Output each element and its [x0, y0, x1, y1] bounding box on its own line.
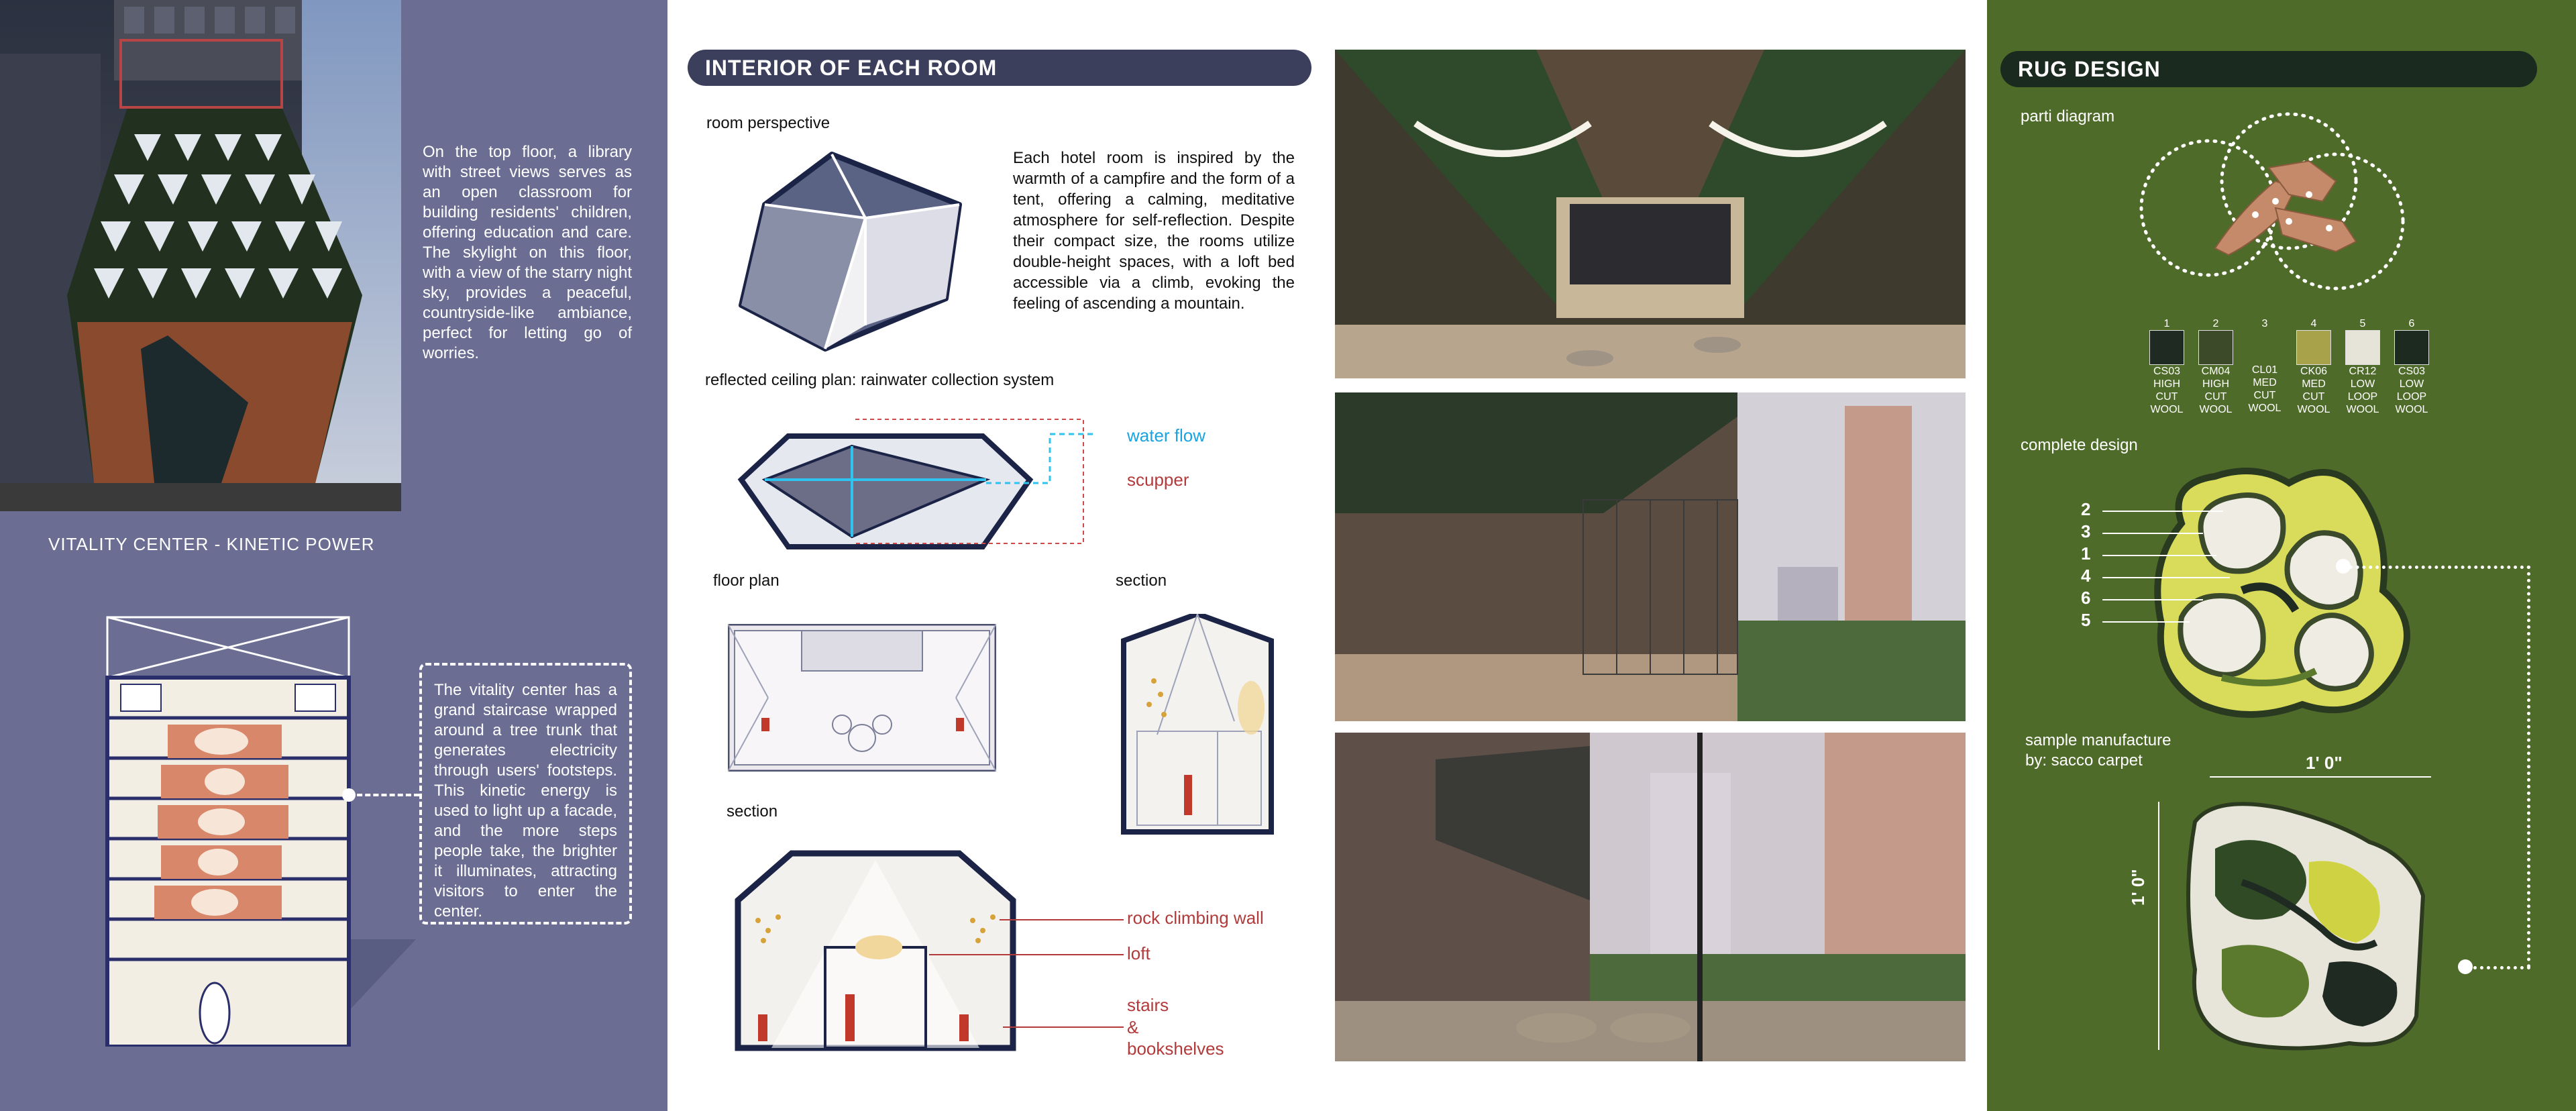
design-sample-connector-h2	[2467, 966, 2530, 969]
marker-2: 2	[2081, 499, 2091, 519]
swatch-material: WOOL	[2248, 403, 2282, 414]
room-perspective-label: room perspective	[706, 114, 830, 132]
swatch-4	[2295, 318, 2332, 416]
swatch-number: 5	[2359, 318, 2366, 329]
swatch-1	[2148, 318, 2186, 416]
callout-connector	[349, 794, 419, 796]
connector-dot	[2336, 559, 2351, 574]
callout-dot	[342, 788, 356, 802]
swatch-type: CUT	[2302, 391, 2325, 403]
ceiling-plan-drawing	[735, 392, 1097, 553]
swatch-chip	[2149, 330, 2184, 365]
swatch-code: CR12	[2349, 366, 2377, 377]
swatch-pile: MED	[2302, 378, 2326, 390]
sample-rug	[2175, 795, 2430, 1057]
marker-line	[2102, 577, 2230, 578]
marker-line	[2102, 621, 2190, 623]
room-render-2	[1335, 392, 1966, 721]
ceiling-plan-label: reflected ceiling plan: rainwater collection system	[705, 371, 1055, 389]
swatch-type: CUT	[2253, 390, 2276, 401]
sample-manufacture-label: sample manufacture	[2025, 731, 2171, 749]
swatch-pile: MED	[2253, 377, 2277, 388]
floor-plan-drawing	[728, 624, 996, 772]
middle-panel	[667, 0, 1987, 1111]
section-drawing-small	[1117, 614, 1278, 835]
design-sample-connector-h	[2343, 566, 2530, 569]
swatch-chip	[2345, 330, 2380, 365]
swatch-chip	[2198, 330, 2233, 365]
vitality-center-title: VITALITY CENTER - KINETIC POWER	[48, 534, 375, 554]
swatch-type: CUT	[2204, 391, 2227, 403]
swatch-type: CUT	[2155, 391, 2178, 403]
swatch-row	[2148, 318, 2430, 432]
marker-line	[2102, 555, 2216, 556]
stairs-leader	[1003, 1026, 1124, 1028]
swatch-pile: LOW	[2399, 378, 2424, 390]
swatch-code: CS03	[2153, 366, 2181, 377]
marker-4: 4	[2081, 566, 2091, 586]
swatch-3	[2246, 318, 2284, 415]
swatch-material: WOOL	[2199, 404, 2233, 415]
complete-design-label: complete design	[2021, 436, 2138, 454]
swatch-material: WOOL	[2150, 404, 2184, 415]
swatch-code: CL01	[2251, 364, 2278, 376]
interior-title-pill	[688, 50, 1311, 86]
dimension-line-v	[2158, 802, 2159, 1050]
swatch-number: 3	[2261, 318, 2268, 329]
swatch-material: WOOL	[2395, 404, 2428, 415]
swatch-material: WOOL	[2346, 404, 2379, 415]
swatch-2	[2197, 318, 2235, 416]
dimension-line-h	[2210, 776, 2431, 778]
dimension-horizontal: 1' 0"	[2306, 753, 2343, 773]
swatch-pile: LOW	[2350, 378, 2375, 390]
ampersand-label: &	[1127, 1017, 1139, 1037]
scupper-label: scupper	[1127, 470, 1189, 490]
design-sample-connector-v	[2527, 566, 2530, 968]
bookshelves-label: bookshelves	[1127, 1039, 1224, 1059]
rug-title: RUG DESIGN	[2018, 57, 2161, 81]
left-panel	[0, 0, 667, 1111]
marker-line	[2102, 511, 2223, 512]
swatch-code: CM04	[2201, 366, 2231, 377]
connector-dot	[2458, 959, 2473, 974]
right-panel	[1987, 0, 2576, 1111]
design-number-markers	[2081, 499, 2222, 633]
swatch-code: CS03	[2398, 366, 2426, 377]
interior-title: INTERIOR OF EACH ROOM	[705, 56, 998, 80]
loft-leader	[929, 954, 1124, 955]
swatch-pile: HIGH	[2202, 378, 2229, 390]
vitality-center-callout	[419, 663, 632, 924]
rock-wall-leader	[1000, 919, 1124, 920]
swatch-type: LOOP	[2347, 391, 2378, 403]
swatch-type: LOOP	[2396, 391, 2427, 403]
swatch-code: CK06	[2300, 366, 2328, 377]
marker-5: 5	[2081, 610, 2091, 630]
marker-1: 1	[2081, 543, 2091, 564]
room-perspective-drawing	[738, 151, 973, 352]
sample-manufacturer-label: by: sacco carpet	[2025, 751, 2143, 770]
swatch-number: 2	[2212, 318, 2219, 329]
floor-plan-label: floor plan	[713, 572, 780, 590]
stairs-label: stairs	[1127, 995, 1169, 1015]
callout-text: The vitality center has a grand staircase wrapped around a tree trunk that generates electricity through users' footsteps. This kinetic energy is used to light up a facade, and the more steps people take, the brighter it illuminates, attracting visitors to enter the center.	[434, 681, 617, 920]
parti-diagram	[2135, 107, 2430, 295]
room-description: Each hotel room is inspired by the warmth of a campfire and the form of a tent, offering a calming, meditative atmosphere for self-reflection. Despite their compact size, the rooms utilize double-height spaces, with a loft bed accessible via a climb, evoking the feeling of ascending a mountain.	[1013, 149, 1295, 313]
marker-6: 6	[2081, 588, 2091, 608]
marker-line	[2102, 599, 2203, 600]
swatch-number: 1	[2163, 318, 2170, 329]
swatch-number: 4	[2310, 318, 2317, 329]
swatch-material: WOOL	[2297, 404, 2330, 415]
marker-3: 3	[2081, 521, 2091, 541]
loft-label: loft	[1127, 943, 1150, 963]
building-rendering-image	[0, 0, 401, 511]
swatch-chip	[2394, 330, 2429, 365]
dimension-vertical: 1' 0"	[2128, 869, 2148, 906]
rug-title-pill	[2000, 51, 2537, 87]
marker-line	[2102, 533, 2203, 534]
swatch-6	[2393, 318, 2430, 416]
room-render-3	[1335, 733, 1966, 1061]
swatch-5	[2344, 318, 2381, 416]
parti-diagram-label: parti diagram	[2021, 107, 2115, 125]
top-floor-description: On the top floor, a library with street views serves as an open classroom for building residents' children, offering education and care. The skylight on this floor, with a view of the starry night sky, provides a peaceful, countryside-like ambiance, perfect for letting go of worries.	[423, 143, 632, 362]
water-flow-label: water flow	[1127, 425, 1206, 445]
room-render-1	[1335, 50, 1966, 378]
swatch-chip	[2248, 330, 2282, 364]
swatch-number: 6	[2408, 318, 2415, 329]
section-label-1: section	[1116, 572, 1167, 590]
rock-climbing-wall-label: rock climbing wall	[1127, 908, 1264, 928]
section-drawing-large	[731, 847, 1020, 1051]
swatch-pile: HIGH	[2153, 378, 2180, 390]
section-label-2: section	[727, 802, 778, 821]
swatch-chip	[2296, 330, 2331, 365]
vitality-center-section-drawing	[94, 604, 416, 1047]
